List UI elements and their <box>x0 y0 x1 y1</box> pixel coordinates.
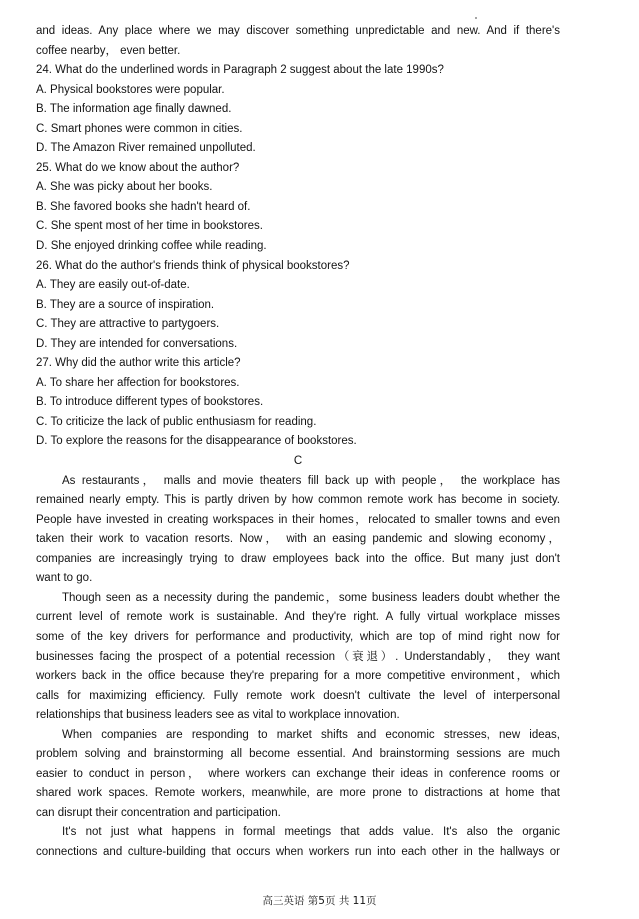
option-d: D. The Amazon River remained unpolluted. <box>36 142 256 155</box>
scan-speck <box>475 17 477 19</box>
passage-line: current level of remote work is sustainable. And they're right. A fully virtual workplace misses <box>36 611 560 624</box>
option-a: A. They are easily out-of-date. <box>36 279 190 292</box>
page-footer: 高三英语 第5页 共 11页 <box>262 895 377 907</box>
option-d: D. She enjoyed drinking coffee while reading. <box>36 240 267 253</box>
question-stem: 24. What do the underlined words in Paragraph 2 suggest about the late 1990s? <box>36 64 444 77</box>
option-c: C. She spent most of her time in bookstores. <box>36 220 263 233</box>
passage-c-paragraph-2 <box>36 589 560 726</box>
passage-line: some of the key drivers for performance and productivity, which are top of mind right now for <box>36 630 560 643</box>
option-c: C. To criticize the lack of public enthusiasm for reading. <box>36 415 317 428</box>
option-d: D. They are intended for conversations. <box>36 337 238 350</box>
option-b: B. To introduce different types of bookstores. <box>36 396 264 409</box>
passage-b-line: coffee nearby， even better. <box>36 44 181 57</box>
option-b: B. They are a source of inspiration. <box>36 298 215 311</box>
question-25 <box>36 159 560 257</box>
passage-line: companies are increasingly trying to draw employees back into the office. But many just don't <box>36 552 560 565</box>
question-stem: 26. What do the author's friends think of physical bookstores? <box>36 259 350 272</box>
option-b: B. She favored books she hadn't heard of. <box>36 200 251 213</box>
passage-line: problem solving and brainstorming all become essential. And brainstorming sessions are much <box>36 748 560 761</box>
question-26 <box>36 257 560 355</box>
passage-line: can disrupt their concentration and participation. <box>36 806 281 819</box>
passage-line: workers back in the office because they're preparing for a more competitive environment，which <box>36 670 560 683</box>
option-b: B. The information age finally dawned. <box>36 103 232 116</box>
option-a: A. Physical bookstores were popular. <box>36 83 225 96</box>
passage-line: taken their work to vacation resorts. Now， with an easing pandemic and slowing economy， <box>36 533 560 546</box>
passage-line: want to go. <box>36 572 93 585</box>
passage-c-paragraph-1 <box>36 472 560 589</box>
passage-line: When companies are responding to market shifts and economic stresses, new ideas, <box>62 728 560 741</box>
option-d: D. To explore the reasons for the disappearance of bookstores. <box>36 435 357 448</box>
page-content <box>36 22 560 863</box>
option-c: C. They are attractive to partygoers. <box>36 318 220 331</box>
passage-line: relationships that business leaders see as vital to workplace innovation. <box>36 709 400 722</box>
passage-line: It's not just what happens in formal meetings that adds value. It's also the organic <box>62 826 560 839</box>
passage-line: connections and culture-building that occurs when workers run into each other in the hallways or <box>36 845 560 858</box>
passage-line: easier to conduct in person， where workers can exchange their ideas in conference rooms or <box>36 767 560 780</box>
option-a: A. To share her affection for bookstores. <box>36 376 240 389</box>
passage-line: remained nearly empty. This is partly driven by how common remote work has become in society. <box>36 494 560 507</box>
question-24 <box>36 61 560 159</box>
question-27 <box>36 354 560 452</box>
question-stem: 25. What do we know about the author? <box>36 161 240 174</box>
passage-c-paragraph-4 <box>36 823 560 862</box>
passage-line: businesses facing the prospect of a potential recession（衰退）. Understandably， they want <box>36 650 560 663</box>
passage-line: Though seen as a necessity during the pandemic，some business leaders doubt whether the <box>62 591 560 604</box>
passage-b-line: and ideas. Any place where we may discover something unpredictable and new. And if there's <box>36 25 560 37</box>
passage-line: calls for maximizing efficiency. Fully remote work doesn't cultivate the level of interpersonal <box>36 689 560 702</box>
passage-line: shared work spaces. Remote workers, meanwhile, are more prone to distractions at home that <box>36 787 560 800</box>
passage-c-paragraph-3 <box>36 726 560 824</box>
section-heading: C <box>293 455 303 468</box>
option-a: A. She was picky about her books. <box>36 181 213 194</box>
passage-line: As restaurants， malls and movie theaters fill back up with people， the workplace has <box>62 474 560 487</box>
passage-line: People have invested in creating workspaces in their homes，relocated to smaller towns and even <box>36 513 560 526</box>
question-stem: 27. Why did the author write this article? <box>36 357 241 370</box>
option-c: C. Smart phones were common in cities. <box>36 122 243 135</box>
